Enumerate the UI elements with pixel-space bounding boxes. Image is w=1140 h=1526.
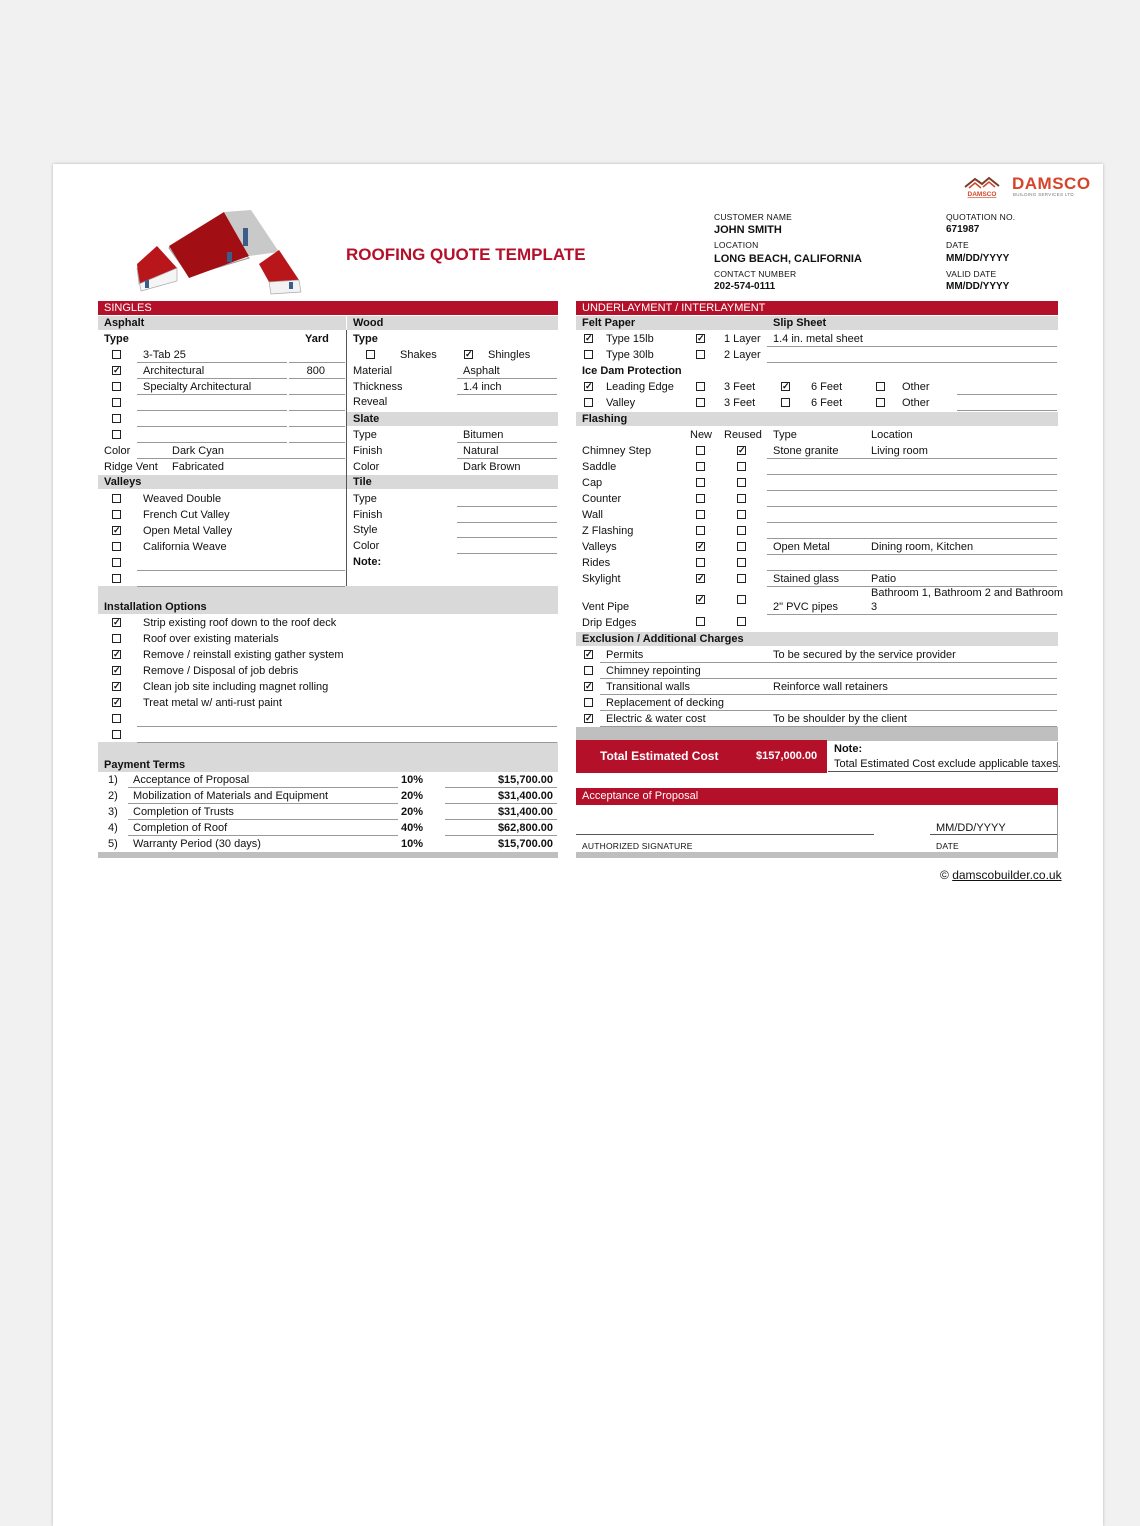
total-box <box>576 740 827 773</box>
installation-checkbox[interactable] <box>112 682 121 691</box>
installation-item-label: Roof over existing materials <box>143 633 279 645</box>
payment-line <box>128 835 398 836</box>
valley-checkbox[interactable] <box>112 558 121 567</box>
exclusion-label: Chimney repointing <box>606 665 701 677</box>
layer-label: 1 Layer <box>724 333 761 345</box>
asphalt-checkbox[interactable] <box>112 398 121 407</box>
exclusion-checkbox[interactable] <box>584 650 593 659</box>
flashing-item-label: Rides <box>582 557 611 569</box>
asphalt-item-label: 3-Tab 25 <box>143 349 186 361</box>
payment-amount: $15,700.00 <box>497 838 553 850</box>
signature-label: AUTHORIZED SIGNATURE <box>582 841 693 851</box>
installation-checkbox[interactable] <box>112 714 121 723</box>
slate-color-label: Color <box>353 461 380 473</box>
asphalt-row-line <box>137 442 287 443</box>
valley-item-label: Open Metal Valley <box>143 525 233 537</box>
slate-header: Slate <box>347 412 558 426</box>
slip-sheet-value: 1.4 in. metal sheet <box>773 333 863 345</box>
left-bottom-band <box>98 852 558 858</box>
payment-num: 5) <box>108 838 118 850</box>
exclusion-line <box>600 694 1057 695</box>
flashing-type-heading: Type <box>773 429 797 441</box>
valley-item-label: Weaved Double <box>143 493 222 505</box>
installation-row-line <box>137 726 557 727</box>
flashing-new-checkbox[interactable] <box>696 510 705 519</box>
valley-checkbox[interactable] <box>112 510 121 519</box>
slate-type-line <box>457 442 557 443</box>
ice-checkbox[interactable] <box>584 382 593 391</box>
installation-checkbox[interactable] <box>112 730 121 739</box>
shingles-label: Shingles <box>488 349 531 361</box>
valid-date-value: MM/DD/YYYY <box>946 281 1010 292</box>
customer-name: JOHN SMITH <box>714 224 782 236</box>
payment-num: 1) <box>108 774 118 786</box>
layer-checkbox[interactable] <box>696 350 705 359</box>
asphalt-yard-line <box>289 426 345 427</box>
valley-checkbox[interactable] <box>112 526 121 535</box>
exclusion-label: Permits <box>606 649 644 661</box>
flashing-new-checkbox[interactable] <box>696 446 705 455</box>
ice-6ft-label: 6 Feet <box>811 397 843 409</box>
tile-style-line <box>457 537 557 538</box>
asphalt-checkbox[interactable] <box>112 366 121 375</box>
quotation-number: 671987 <box>946 224 980 235</box>
flashing-row-line <box>767 586 1057 587</box>
flashing-type-value: Stone granite <box>773 445 839 457</box>
installation-checkbox[interactable] <box>112 618 121 627</box>
asphalt-yard-line <box>289 362 345 363</box>
installation-checkbox[interactable] <box>112 698 121 707</box>
flashing-new-checkbox[interactable] <box>696 462 705 471</box>
asphalt-checkbox[interactable] <box>112 414 121 423</box>
asphalt-yard-line <box>289 442 345 443</box>
exclusion-line <box>600 678 1057 679</box>
tile-color-line <box>457 553 557 554</box>
payment-percent: 20% <box>401 790 424 802</box>
installation-item-label: Remove / reinstall existing gather system <box>143 649 344 661</box>
signature-line[interactable] <box>576 834 874 835</box>
flashing-type-value: Open Metal <box>773 541 830 553</box>
flashing-reused-checkbox[interactable] <box>737 462 746 471</box>
flashing-item-label: Chimney Step <box>582 445 652 457</box>
slate-finish-line <box>457 458 557 459</box>
exclusion-note: To be shoulder by the client <box>773 713 907 725</box>
flashing-location-value: Patio <box>871 573 897 585</box>
payment-num: 2) <box>108 790 118 802</box>
payment-label: Completion of Trusts <box>133 806 234 818</box>
vent-pipe-location-2: 3 <box>871 601 878 613</box>
ice-3ft-label: 3 Feet <box>724 397 756 409</box>
copyright-symbol: © <box>940 868 949 882</box>
flashing-item-label: Wall <box>582 509 603 521</box>
type-heading: Type <box>104 333 129 345</box>
flashing-reused-checkbox[interactable] <box>737 446 746 455</box>
flashing-reused-checkbox[interactable] <box>737 574 746 583</box>
ice-3ft-checkbox[interactable] <box>696 382 705 391</box>
flashing-new-checkbox[interactable] <box>696 558 705 567</box>
valley-item-label: French Cut Valley <box>143 509 230 521</box>
flashing-row-line <box>767 506 1057 507</box>
payment-percent: 10% <box>401 774 424 786</box>
flashing-row-line <box>767 490 1057 491</box>
vent-pipe-new-checkbox[interactable] <box>696 595 705 604</box>
asphalt-checkbox[interactable] <box>112 430 121 439</box>
customer-name-label: CUSTOMER NAME <box>714 212 793 222</box>
asphalt-item-label: Architectural <box>143 365 205 377</box>
exclusion-checkbox[interactable] <box>584 666 593 675</box>
flashing-reused-checkbox[interactable] <box>737 494 746 503</box>
asphalt-row-line <box>137 378 287 379</box>
slate-finish-value: Natural <box>463 445 499 457</box>
felt-paper-label: Felt Paper <box>582 317 636 329</box>
quotation-label: QUOTATION NO. <box>946 212 1016 222</box>
acceptance-date-value: MM/DD/YYYY <box>936 822 1006 834</box>
ice-other-checkbox[interactable] <box>876 382 885 391</box>
payment-label: Acceptance of Proposal <box>133 774 250 786</box>
vent-pipe-location-1: Bathroom 1, Bathroom 2 and Bathroom <box>871 587 1063 599</box>
total-note: Total Estimated Cost exclude applicable taxes. <box>834 758 1061 770</box>
flashing-row-line <box>767 554 1057 555</box>
date-value: MM/DD/YYYY <box>946 253 1010 264</box>
payment-amount-line <box>445 819 557 820</box>
ice-dam-heading: Ice Dam Protection <box>582 365 682 377</box>
tile-color-label: Color <box>353 540 380 552</box>
payment-line <box>128 787 398 788</box>
ridge-label: Ridge Vent <box>104 461 158 473</box>
ice-3ft-label: 3 Feet <box>724 381 756 393</box>
payment-num: 3) <box>108 806 118 818</box>
payment-amount: $31,400.00 <box>497 790 553 802</box>
slate-type-label: Type <box>353 429 377 441</box>
ice-label: Valley <box>606 397 636 409</box>
payment-amount: $62,800.00 <box>497 822 553 834</box>
payment-percent: 20% <box>401 806 424 818</box>
ice-checkbox[interactable] <box>584 398 593 407</box>
asphalt-checkbox[interactable] <box>112 350 121 359</box>
brand-tagline: BUILDING SERVICES LTD <box>1013 192 1074 197</box>
flashing-location-value: Living room <box>871 445 928 457</box>
exclusion-label: Transitional walls <box>606 681 690 693</box>
asphalt-row-line <box>137 426 287 427</box>
color-line <box>137 458 345 459</box>
tile-finish-label: Finish <box>353 509 383 521</box>
flashing-new-checkbox[interactable] <box>696 542 705 551</box>
asphalt-yard-line <box>289 410 345 411</box>
flashing-row-line <box>767 522 1057 523</box>
flashing-new-checkbox[interactable] <box>696 526 705 535</box>
flashing-item-label: Saddle <box>582 461 617 473</box>
flashing-header: Flashing <box>576 412 1058 426</box>
ridge-value: Fabricated <box>172 461 224 473</box>
vent-pipe-line <box>767 614 1057 615</box>
shingles-checkbox[interactable] <box>464 350 473 359</box>
exclusion-note: Reinforce wall retainers <box>773 681 888 693</box>
payment-amount-line <box>445 835 557 836</box>
ice-3ft-checkbox[interactable] <box>696 398 705 407</box>
tile-finish-line <box>457 522 557 523</box>
flashing-row-line <box>767 538 1057 539</box>
exclusion-label: Replacement of decking <box>606 697 725 709</box>
ice-6ft-checkbox[interactable] <box>781 382 790 391</box>
asphalt-item-label: Specialty Architectural <box>143 381 252 393</box>
payment-line <box>128 819 398 820</box>
flashing-reused-heading: Reused <box>724 429 762 441</box>
payment-label: Warranty Period (30 days) <box>133 838 261 850</box>
valley-row-line <box>137 570 345 571</box>
slate-type-value: Bitumen <box>463 429 504 441</box>
layer-checkbox[interactable] <box>696 334 705 343</box>
valley-item-label: California Weave <box>143 541 227 553</box>
installation-checkbox[interactable] <box>112 634 121 643</box>
tile-type-label: Type <box>353 493 377 505</box>
brand-logo <box>963 174 1093 200</box>
layer-label: 2 Layer <box>724 349 761 361</box>
right-bottom-band <box>576 852 1058 858</box>
ice-6ft-checkbox[interactable] <box>781 398 790 407</box>
payment-percent: 10% <box>401 838 424 850</box>
total-note-title: Note: <box>834 743 863 755</box>
valley-checkbox[interactable] <box>112 574 121 583</box>
slate-color-value: Dark Brown <box>463 461 521 473</box>
underlayment-header: UNDERLAYMENT / INTERLAYMENT <box>576 301 1058 315</box>
installation-item-label: Treat metal w/ anti-rust paint <box>143 697 282 709</box>
installation-header: Installation Options <box>98 586 558 614</box>
location: LONG BEACH, CALIFORNIA <box>714 253 862 265</box>
flashing-row-line <box>767 474 1057 475</box>
asphalt-yard-value: 800 <box>306 365 325 377</box>
tile-note-label: Note: <box>353 556 382 568</box>
installation-item-label: Strip existing roof down to the roof deck <box>143 617 337 629</box>
asphalt-yard-line <box>289 378 345 379</box>
wood-type-heading: Type <box>353 333 378 345</box>
ice-other-line <box>957 410 1057 411</box>
exclusion-checkbox[interactable] <box>584 682 593 691</box>
quote-sheet <box>53 164 1103 1526</box>
date-line[interactable] <box>930 834 1057 835</box>
valid-date-label: VALID DATE <box>946 269 997 279</box>
singles-divider <box>346 330 347 586</box>
logo-text: DAMSCO <box>967 191 997 198</box>
material-value: Asphalt <box>463 365 500 377</box>
flashing-item-label: Skylight <box>582 573 621 585</box>
acceptance-header: Acceptance of Proposal <box>576 788 1058 805</box>
valley-checkbox[interactable] <box>112 542 121 551</box>
shakes-label: Shakes <box>400 349 437 361</box>
flashing-location-heading: Location <box>871 429 913 441</box>
payment-num: 4) <box>108 822 118 834</box>
flashing-reused-checkbox[interactable] <box>737 526 746 535</box>
contact-number: 202-574-0111 <box>714 281 776 292</box>
brand-name: DAMSCO <box>1012 174 1091 193</box>
valley-row-line <box>137 586 345 587</box>
tile-header: Tile <box>347 475 558 489</box>
payment-label: Mobilization of Materials and Equipment <box>133 790 329 802</box>
flashing-item-label: Cap <box>582 477 603 489</box>
yard-heading: Yard <box>305 333 329 345</box>
exclusion-note: To be secured by the service provider <box>773 649 956 661</box>
flashing-new-checkbox[interactable] <box>696 478 705 487</box>
installation-checkbox[interactable] <box>112 666 121 675</box>
exclusion-label: Electric & water cost <box>606 713 706 725</box>
acceptance-date-label: DATE <box>936 841 959 851</box>
flashing-item-label: Z Flashing <box>582 525 634 537</box>
house-logo-icon <box>963 174 1001 198</box>
payment-label: Completion of Roof <box>133 822 228 834</box>
ice-other-label: Other <box>902 381 930 393</box>
installation-item-label: Remove / Disposal of job debris <box>143 665 299 677</box>
felt-checkbox[interactable] <box>584 334 593 343</box>
payment-line <box>128 803 398 804</box>
flashing-reused-checkbox[interactable] <box>737 558 746 567</box>
material-label: Material <box>353 365 393 377</box>
material-line <box>457 378 557 379</box>
color-value: Dark Cyan <box>172 445 224 457</box>
thickness-line <box>457 394 557 395</box>
flashing-reused-checkbox[interactable] <box>737 542 746 551</box>
house-illustration <box>129 206 309 296</box>
thickness-label: Thickness <box>353 381 403 393</box>
exclusion-checkbox[interactable] <box>584 714 593 723</box>
flashing-item-label: Valleys <box>582 541 617 553</box>
slate-finish-label: Finish <box>353 445 383 457</box>
asphalt-row-line <box>137 394 287 395</box>
total-value: $157,000.00 <box>756 750 818 762</box>
exclusion-checkbox[interactable] <box>584 698 593 707</box>
thickness-value: 1.4 inch <box>463 381 502 393</box>
website-link[interactable]: damscobuilder.co.uk <box>952 868 1062 882</box>
payment-header: Payment Terms <box>98 742 558 772</box>
felt-type-label: Type 15lb <box>606 333 654 345</box>
flashing-reused-checkbox[interactable] <box>737 510 746 519</box>
felt-paper-header <box>576 316 1058 330</box>
exclusion-line <box>600 710 1057 711</box>
payment-amount-line <box>445 803 557 804</box>
payment-percent: 40% <box>401 822 424 834</box>
slip-sheet-line-2 <box>767 362 1057 363</box>
asphalt-header: Asphalt <box>98 316 346 330</box>
ice-other-label: Other <box>902 397 930 409</box>
vent-pipe-label: Vent Pipe <box>582 601 630 613</box>
asphalt-row-line <box>137 362 287 363</box>
location-label: LOCATION <box>714 240 759 250</box>
shakes-checkbox[interactable] <box>366 350 375 359</box>
payment-amount: $31,400.00 <box>497 806 553 818</box>
vent-pipe-reused-checkbox[interactable] <box>737 595 746 604</box>
payment-amount-line <box>445 787 557 788</box>
date-label: DATE <box>946 240 969 250</box>
total-note-border <box>1057 742 1058 772</box>
exclusion-header: Exclusion / Additional Charges <box>576 632 1058 646</box>
reveal-label: Reveal <box>353 396 388 408</box>
flashing-reused-checkbox[interactable] <box>737 478 746 487</box>
ice-6ft-label: 6 Feet <box>811 381 843 393</box>
flashing-new-checkbox[interactable] <box>696 494 705 503</box>
total-label: Total Estimated Cost <box>600 749 719 763</box>
page-title: ROOFING QUOTE TEMPLATE <box>346 245 586 264</box>
ice-other-line <box>957 394 1057 395</box>
exclusion-line <box>600 726 1057 727</box>
drip-edges-label: Drip Edges <box>582 617 637 629</box>
asphalt-yard-line <box>289 394 345 395</box>
asphalt-checkbox[interactable] <box>112 382 121 391</box>
footer <box>940 868 1062 882</box>
valleys-header: Valleys <box>98 475 346 489</box>
ice-label: Leading Edge <box>606 381 674 393</box>
flashing-row-line <box>767 570 1057 571</box>
acceptance-border <box>1057 805 1058 857</box>
slip-sheet-line <box>767 346 1057 347</box>
felt-checkbox[interactable] <box>584 350 593 359</box>
exclusion-line <box>600 662 1057 663</box>
vent-pipe-type: 2" PVC pipes <box>773 601 839 613</box>
slip-sheet-label: Slip Sheet <box>773 317 827 329</box>
flashing-new-checkbox[interactable] <box>696 574 705 583</box>
color-label: Color <box>104 445 131 457</box>
tile-type-line <box>457 506 557 507</box>
installation-checkbox[interactable] <box>112 650 121 659</box>
installation-item-label: Clean job site including magnet rolling <box>143 681 329 693</box>
right-band <box>576 727 1058 741</box>
total-note-line <box>828 771 1058 772</box>
flashing-new-heading: New <box>690 429 713 441</box>
contact-label: CONTACT NUMBER <box>714 269 797 279</box>
felt-type-label: Type 30lb <box>606 349 654 361</box>
drip-edges-reused-checkbox[interactable] <box>737 617 746 626</box>
installation-row-line <box>137 742 557 743</box>
flashing-row-line <box>767 458 1057 459</box>
asphalt-row-line <box>137 410 287 411</box>
valley-checkbox[interactable] <box>112 494 121 503</box>
ice-other-checkbox[interactable] <box>876 398 885 407</box>
flashing-item-label: Counter <box>582 493 622 505</box>
payment-amount: $15,700.00 <box>497 774 553 786</box>
tile-style-label: Style <box>353 524 378 536</box>
singles-header: SINGLES <box>98 301 558 315</box>
flashing-type-value: Stained glass <box>773 573 840 585</box>
wood-header: Wood <box>347 316 558 330</box>
flashing-location-value: Dining room, Kitchen <box>871 541 974 553</box>
drip-edges-new-checkbox[interactable] <box>696 617 705 626</box>
